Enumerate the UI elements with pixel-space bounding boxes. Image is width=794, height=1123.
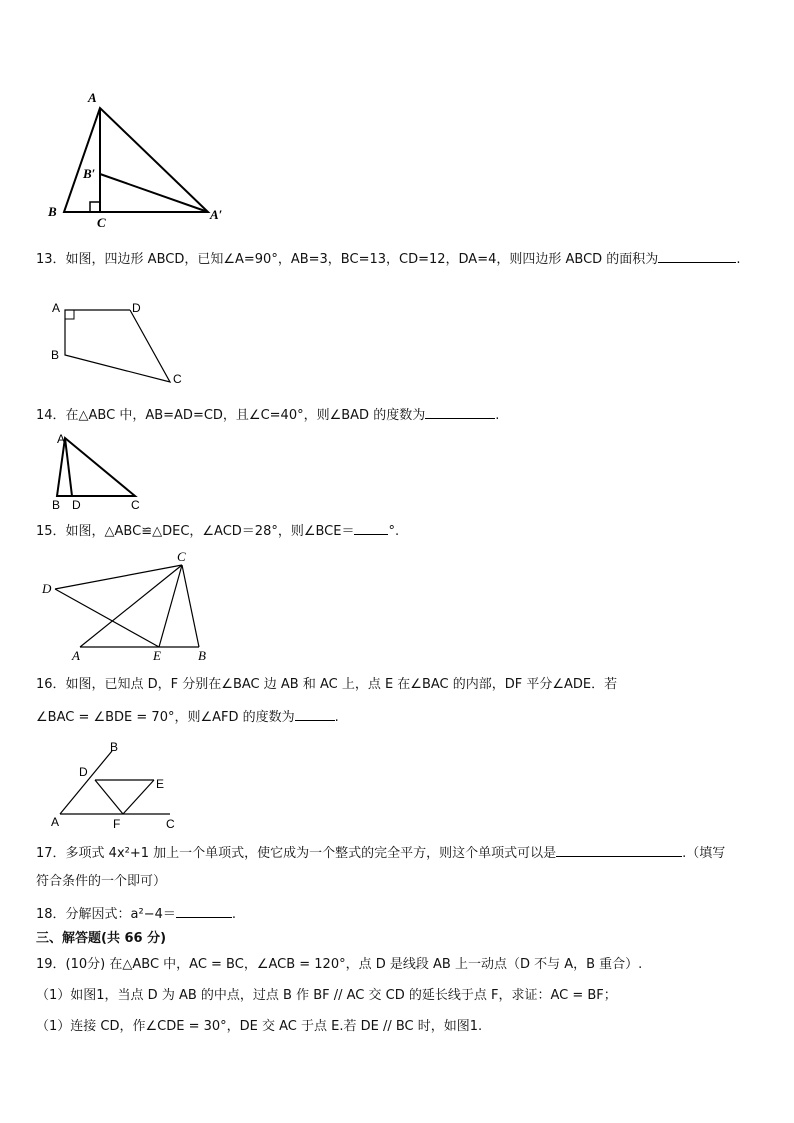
label-E: E	[156, 777, 165, 791]
label-D: D	[42, 581, 52, 596]
label-B-prime: B′	[83, 166, 96, 181]
ray-AB	[60, 751, 112, 814]
question-17-line-2	[36, 873, 166, 891]
q13-text: 13．如图，四边形 ABCD，已知∠A=90°，AB=3，BC=13，CD=12，DA=4，则四边形 ABCD 的面积为	[36, 252, 659, 267]
segment-DE	[55, 589, 159, 647]
figure-q16	[45, 738, 185, 833]
q18-answer-blank[interactable]	[176, 904, 232, 918]
q15-answer-blank[interactable]	[354, 521, 388, 535]
segment-BC	[182, 565, 199, 647]
segment-AC	[80, 565, 182, 647]
label-C: C	[97, 215, 106, 230]
question-19-line-3	[36, 1018, 482, 1036]
q14-text: 14．在△ABC 中，AB=AD=CD，且∠C=40°，则∠BAD 的度数为	[36, 408, 426, 423]
label-E: E	[153, 648, 161, 663]
segment-B-prime-A-prime	[100, 174, 208, 212]
q17-text-2: 符合条件的一个即可）	[36, 874, 167, 889]
question-14	[36, 405, 499, 425]
figure-q13	[40, 295, 200, 390]
label-C: C	[131, 498, 140, 512]
q14-end: .	[495, 408, 500, 423]
question-17-line-1	[36, 843, 725, 863]
label-D: D	[132, 301, 141, 315]
q19-text-2: （1）如图1，当点 D 为 AB 的中点，过点 B 作 BF // AC 交 CD 的延长线于点 F，求证：AC = BF；	[36, 988, 617, 1003]
label-C: C	[173, 372, 182, 386]
q13-answer-blank[interactable]	[658, 249, 736, 263]
right-angle-mark	[90, 202, 100, 212]
right-angle-mark	[65, 310, 74, 319]
figure-q12	[40, 85, 240, 235]
q18-end: .	[231, 907, 237, 922]
label-A: A	[52, 301, 61, 315]
segment-EF	[123, 780, 154, 814]
quadrilateral-ABCD	[65, 310, 170, 382]
figure-q14	[45, 430, 155, 515]
label-A: A	[88, 90, 97, 105]
figure-q15	[38, 548, 218, 663]
label-A: A	[57, 432, 66, 446]
label-B: B	[52, 498, 61, 512]
label-C: C	[166, 817, 175, 831]
question-16-line-1	[36, 676, 617, 694]
segment-AD	[65, 438, 72, 496]
q16-end: .	[334, 710, 339, 725]
q18-text: 18．分解因式：a²−4＝	[36, 907, 176, 922]
q15-end: °.	[388, 524, 400, 539]
question-19-line-2	[36, 987, 617, 1005]
label-C: C	[177, 549, 186, 564]
q17-end: .（填写	[682, 846, 726, 861]
section-3-title: 三、解答题(共 66 分)	[36, 931, 167, 946]
label-F: F	[113, 817, 121, 831]
q17-text-1: 17．多项式 4x²+1 加上一个单项式，使它成为一个整式的完全平方，则这个单项式可以是	[36, 846, 557, 861]
label-B: B	[110, 740, 119, 754]
question-16-line-2	[36, 707, 339, 727]
q13-end: .	[736, 252, 741, 267]
label-D: D	[79, 765, 88, 779]
segment-DF	[95, 780, 123, 814]
label-D: D	[72, 498, 81, 512]
q16-text-2: ∠BAC = ∠BDE = 70°，则∠AFD 的度数为	[36, 710, 295, 725]
q16-text-1: 16．如图，已知点 D，F 分别在∠BAC 边 AB 和 AC 上，点 E 在∠BAC 的内部，DF 平分∠ADE．若	[36, 677, 618, 692]
q14-answer-blank[interactable]	[425, 405, 495, 419]
label-B: B	[48, 204, 57, 219]
q17-answer-blank[interactable]	[556, 843, 682, 857]
label-B: B	[198, 648, 206, 663]
question-19-line-1	[36, 956, 642, 974]
label-A: A	[51, 815, 60, 829]
q16-answer-blank[interactable]	[295, 707, 335, 721]
label-A: A	[72, 648, 80, 663]
question-18	[36, 904, 236, 924]
q19-text-3: （1）连接 CD，作∠CDE = 30°，DE 交 AC 于点 E.若 DE // BC 时，如图1.	[36, 1019, 483, 1034]
triangle-ABA-prime	[64, 108, 208, 212]
question-13	[36, 249, 740, 269]
question-15	[36, 521, 399, 541]
label-A-prime: A′	[210, 207, 223, 222]
segment-EC	[159, 565, 182, 647]
segment-DC	[55, 565, 182, 589]
q19-text-1: 19．(10分) 在△ABC 中，AC = BC，∠ACB = 120°，点 D 是线段 AB 上一动点（D 不与 A，B 重合）.	[36, 957, 643, 972]
label-B: B	[51, 348, 60, 362]
q15-text: 15．如图，△ABC≌△DEC，∠ACD＝28°，则∠BCE＝	[36, 524, 355, 539]
